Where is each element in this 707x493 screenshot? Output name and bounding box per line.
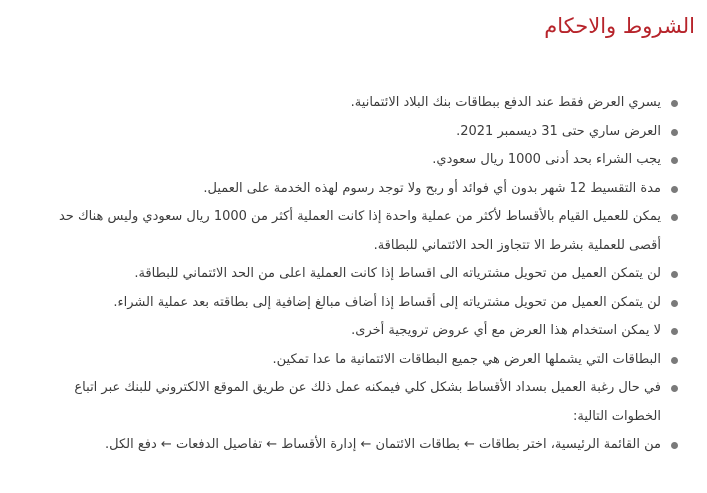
bullet-icon [671,300,678,307]
bullet-icon [671,100,678,107]
page-title: الشروط والاحكام [544,14,695,38]
list-item-text: يسري العرض فقط عند الدفع ببطاقات بنك البلاد الائتمانية. [350,95,661,110]
list-item [23,346,683,375]
list-item [23,317,683,346]
bullet-icon [671,385,678,392]
bullet-icon [671,271,678,278]
list-item-text: يجب الشراء بحد أدنى 1000 ريال سعودي. [432,152,661,167]
list-item-text: لن يتمكن العميل من تحويل مشترياته إلى أقساط إذا أضاف مبالغ إضافية إلى بطاقته بعد عملية الشراء. [113,294,661,310]
list-item-text: من القائمة الرئيسية، اختر بطاقات ← بطاقات الائتمان ← إدارة الأقساط ← تفاصيل الدفعات ← دفع الكل. [105,437,661,452]
list-item-text: مدة التقسيط 12 شهر بدون أي فوائد أو ربح ولا توجد رسوم لهذه الخدمة على العميل. [203,180,661,196]
bullet-icon [671,129,678,136]
list-item-text: لن يتمكن العميل من تحويل مشترياته الى اقساط إذا كانت العملية اعلى من الحد الائتماني للبطاقة. [134,266,661,281]
bullet-icon [671,157,678,164]
list-item [23,146,683,175]
bullet-icon [671,442,678,449]
list-item-text: العرض ساري حتى 31 ديسمبر 2021. [456,123,661,139]
list-item-text: في حال رغبة العميل بسداد الأقساط بشكل كلي فيمكنه عمل ذلك عن طريق الموقع الالكتروني للبنك عبر اتباع الخطوات التالية: [74,380,661,424]
list-item-text: لا يمكن استخدام هذا العرض مع أي عروض ترويجية أخرى. [351,323,661,338]
list-item [23,431,683,460]
bullet-icon [671,186,678,193]
list-item-text: يمكن للعميل القيام بالأقساط لأكثر من عملية واحدة إذا كانت العملية أكثر من 1000 ريال سعودي وليس هناك حد أقصى للعملية بشرط الا تتجاوز الحد الائتماني للبطاقة. [58,209,661,253]
terms-list [23,89,683,460]
bullet-icon [671,328,678,335]
list-item [23,175,683,204]
list-item [23,118,683,147]
bullet-icon [671,357,678,364]
list-item [23,374,683,431]
bullet-icon [671,214,678,221]
list-item [23,289,683,318]
list-item [23,260,683,289]
list-item-text: البطاقات التي يشملها العرض هي جميع البطاقات الائتمانية ما عدا تمكين. [272,351,661,367]
list-item [23,203,683,260]
list-item [23,89,683,118]
